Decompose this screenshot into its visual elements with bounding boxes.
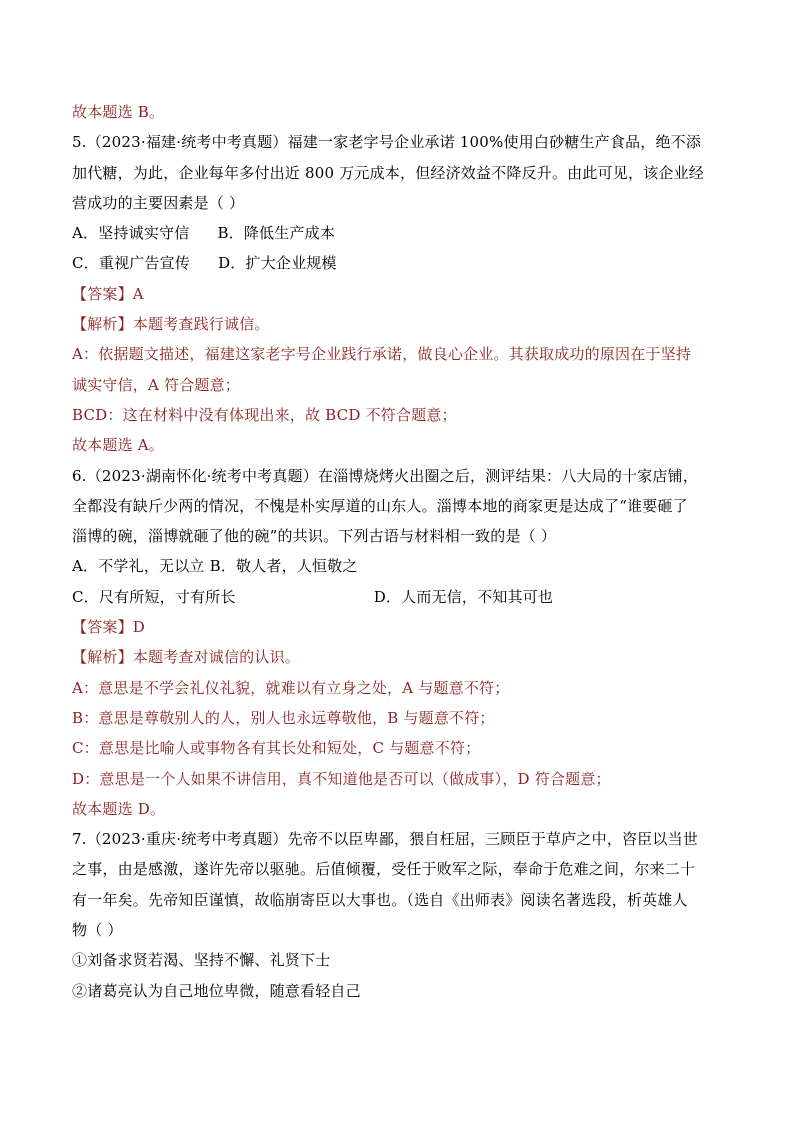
text-line: B：意思是尊敬别人的人，别人也永远尊敬他，B 与题意不符； [72, 708, 495, 727]
text-line: 全都没有缺斤少两的情况，不愧是朴实厚道的山东人。淄博本地的商家更是达成了“谁要砸了 [72, 496, 688, 515]
text-line: 7.（2023·重庆·统考中考真题）先帝不以臣卑鄙，猥自枉屈，三顾臣于草庐之中，咨臣以当世 [72, 830, 699, 849]
option-text: D．扩大企业规模 [218, 254, 337, 273]
text-line: ②诸葛亮认为自己地位卑微，随意看轻自己 [72, 981, 361, 1000]
text-line: 营成功的主要因素是（ ） [72, 193, 245, 212]
text-line: 【解析】本题考查践行诚信。 [72, 315, 270, 334]
text-line: 物（ ） [72, 921, 123, 940]
text-line: 加代糖，为此，企业每年多付出近 800 万元成本，但经济效益不降反升。由此可见，该企业经 [72, 163, 704, 182]
option-text: C．尺有所短，寸有所长 [72, 587, 236, 606]
document-body [72, 97, 732, 1006]
option-text: B．降低生产成本 [217, 224, 336, 243]
text-line: A．不学礼，无以立 B．敬人者，人恒敬之 [72, 557, 358, 576]
text-line: D：意思是一个人如果不讲信用，真不知道他是否可以（做成事），D 符合题意； [72, 769, 611, 788]
text-line: ①刘备求贤若渴、坚持不懈、礼贤下士 [72, 951, 331, 970]
option-row [72, 218, 732, 248]
text-line: A：依据题文描述，福建这家老字号企业践行承诺，做良心企业。其获取成功的原因在于坚持 [72, 345, 692, 364]
text-line: 淄博的碗，淄博就砸了他的碗”的共识。下列古语与材料相一致的是（ ） [72, 527, 557, 546]
text-line: BCD：这在材料中没有体现出来，故 BCD 不符合题意； [72, 405, 457, 424]
text-line: 【答案】A [72, 284, 144, 303]
option-row [72, 582, 732, 612]
text-line: 有一年矣。先帝知臣谨慎，故临崩寄臣以大事也。（选自《出师表》阅读名著选段，析英雄人 [72, 890, 688, 909]
text-line: 诚实守信，A 符合题意； [72, 375, 241, 394]
option-row [72, 248, 732, 278]
text-line: C：意思是比喻人或事物各有其长处和短处，C 与题意不符； [72, 739, 481, 758]
text-line: A：意思是不学会礼仪礼貌，就难以有立身之处，A 与题意不符； [72, 678, 510, 697]
text-line: 5.（2023·福建·统考中考真题）福建一家老字号企业承诺 100%使用白砂糖生产食品，绝不添 [72, 133, 702, 152]
text-line: 之事，由是感激，遂许先帝以驱驰。后值倾覆，受任于败军之际，奉命于危难之间，尔来二十 [72, 860, 696, 879]
text-line: 【答案】D [72, 618, 146, 637]
option-text: C．重视广告宣传 [72, 254, 191, 273]
text-line: 6.（2023·湖南怀化·统考中考真题）在淄博烧烤火出圈之后，测评结果：八大局的十家店铺， [72, 466, 699, 485]
text-line: 故本题选 B。 [72, 103, 165, 121]
option-text: A．坚持诚实守信 [72, 224, 190, 243]
text-line: 【解析】本题考查对诚信的认识。 [72, 648, 301, 667]
text-line: 故本题选 A。 [72, 436, 165, 455]
option-text: D．人而无信，不知其可也 [373, 587, 554, 606]
text-line: 故本题选 D。 [72, 799, 166, 818]
